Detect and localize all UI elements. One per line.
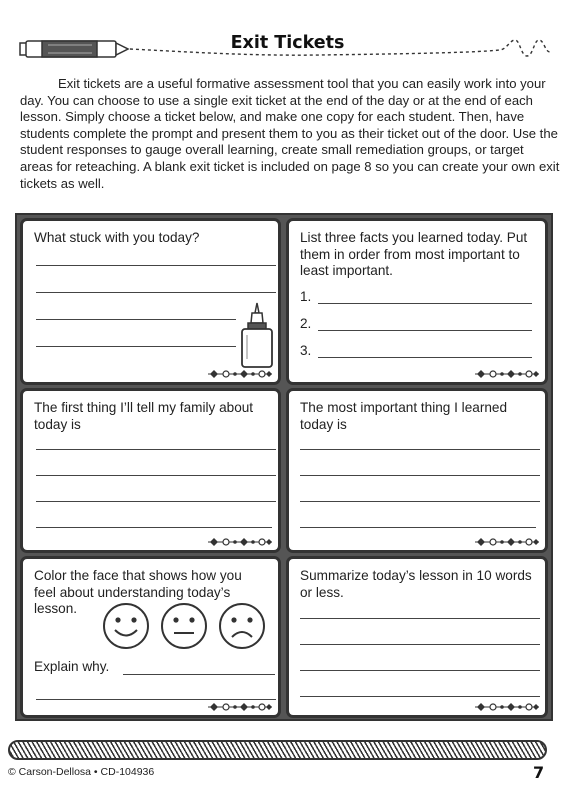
ornament-icon <box>208 537 272 547</box>
sad-face-icon[interactable] <box>217 601 267 651</box>
answer-line[interactable] <box>36 319 236 320</box>
answer-line[interactable] <box>36 265 276 266</box>
glue-bottle-icon <box>239 301 275 371</box>
answer-line[interactable] <box>36 346 236 347</box>
ticket-what-stuck <box>20 218 281 385</box>
ticket-prompt: What stuck with you today? <box>34 230 200 245</box>
answer-line[interactable] <box>300 501 540 502</box>
list-number: 2. <box>300 316 312 331</box>
ticket-prompt: Summarize today’s lesson in 10 words or less. <box>300 568 532 600</box>
answer-line[interactable] <box>300 527 536 528</box>
ticket-summarize <box>286 556 548 718</box>
decorative-stripe-bar <box>8 740 547 760</box>
neutral-face-icon[interactable] <box>159 601 209 651</box>
page-header <box>0 0 575 70</box>
intro-paragraph <box>20 76 560 192</box>
ticket-prompt: The first thing I’ll tell my family about today is <box>34 400 254 432</box>
ticket-prompt: List three facts you learned today. Put them in order from most important to least important. <box>300 230 528 278</box>
footer-copyright: © Carson-Dellosa • CD-104936 <box>8 766 155 778</box>
list-number: 3. <box>300 343 312 358</box>
list-number: 1. <box>300 289 312 304</box>
ticket-tell-family <box>20 388 281 553</box>
answer-line[interactable] <box>318 357 532 358</box>
answer-line[interactable] <box>318 303 532 304</box>
answer-line[interactable] <box>300 618 540 619</box>
answer-line[interactable] <box>36 527 272 528</box>
ticket-three-facts <box>286 218 548 385</box>
happy-face-icon[interactable] <box>101 601 151 651</box>
page-title: Exit Tickets <box>230 33 345 53</box>
answer-line[interactable] <box>36 501 276 502</box>
answer-line[interactable] <box>300 449 540 450</box>
ornament-icon <box>475 369 539 379</box>
ornament-icon <box>208 369 272 379</box>
answer-line[interactable] <box>36 292 276 293</box>
answer-line[interactable] <box>300 696 540 697</box>
ornament-icon <box>475 537 539 547</box>
answer-line[interactable] <box>123 674 275 675</box>
ornament-icon <box>475 702 539 712</box>
answer-line[interactable] <box>300 644 540 645</box>
intro-text: Exit tickets are a useful formative assessment tool that you can easily work into your day. You can choose to use a single exit ticket at the end of the day or at the end of each lesson. Simply choose a ticket below, and make one copy for each student. Then, have students complete the prompt and present them to you as their ticket out of the door. Use the student responses to gauge overall learning, create small remediation groups, or target areas for reteaching. A blank exit ticket is included on page 8 so you can create your own exit tickets as well. <box>20 76 560 191</box>
answer-line[interactable] <box>36 699 276 700</box>
ticket-most-important <box>286 388 548 553</box>
page-number: 7 <box>533 763 545 782</box>
ornament-icon <box>208 702 272 712</box>
exit-ticket-grid <box>15 213 553 721</box>
explain-label: Explain why. <box>34 659 110 674</box>
ticket-prompt: The most important thing I learned today is <box>300 400 508 432</box>
answer-line[interactable] <box>36 449 276 450</box>
answer-line[interactable] <box>318 330 532 331</box>
answer-line[interactable] <box>36 475 276 476</box>
answer-line[interactable] <box>300 475 540 476</box>
ticket-prompt: Color the face that shows how you feel about understanding today’s lesson. <box>34 568 242 616</box>
ticket-color-face <box>20 556 281 718</box>
answer-line[interactable] <box>300 670 540 671</box>
